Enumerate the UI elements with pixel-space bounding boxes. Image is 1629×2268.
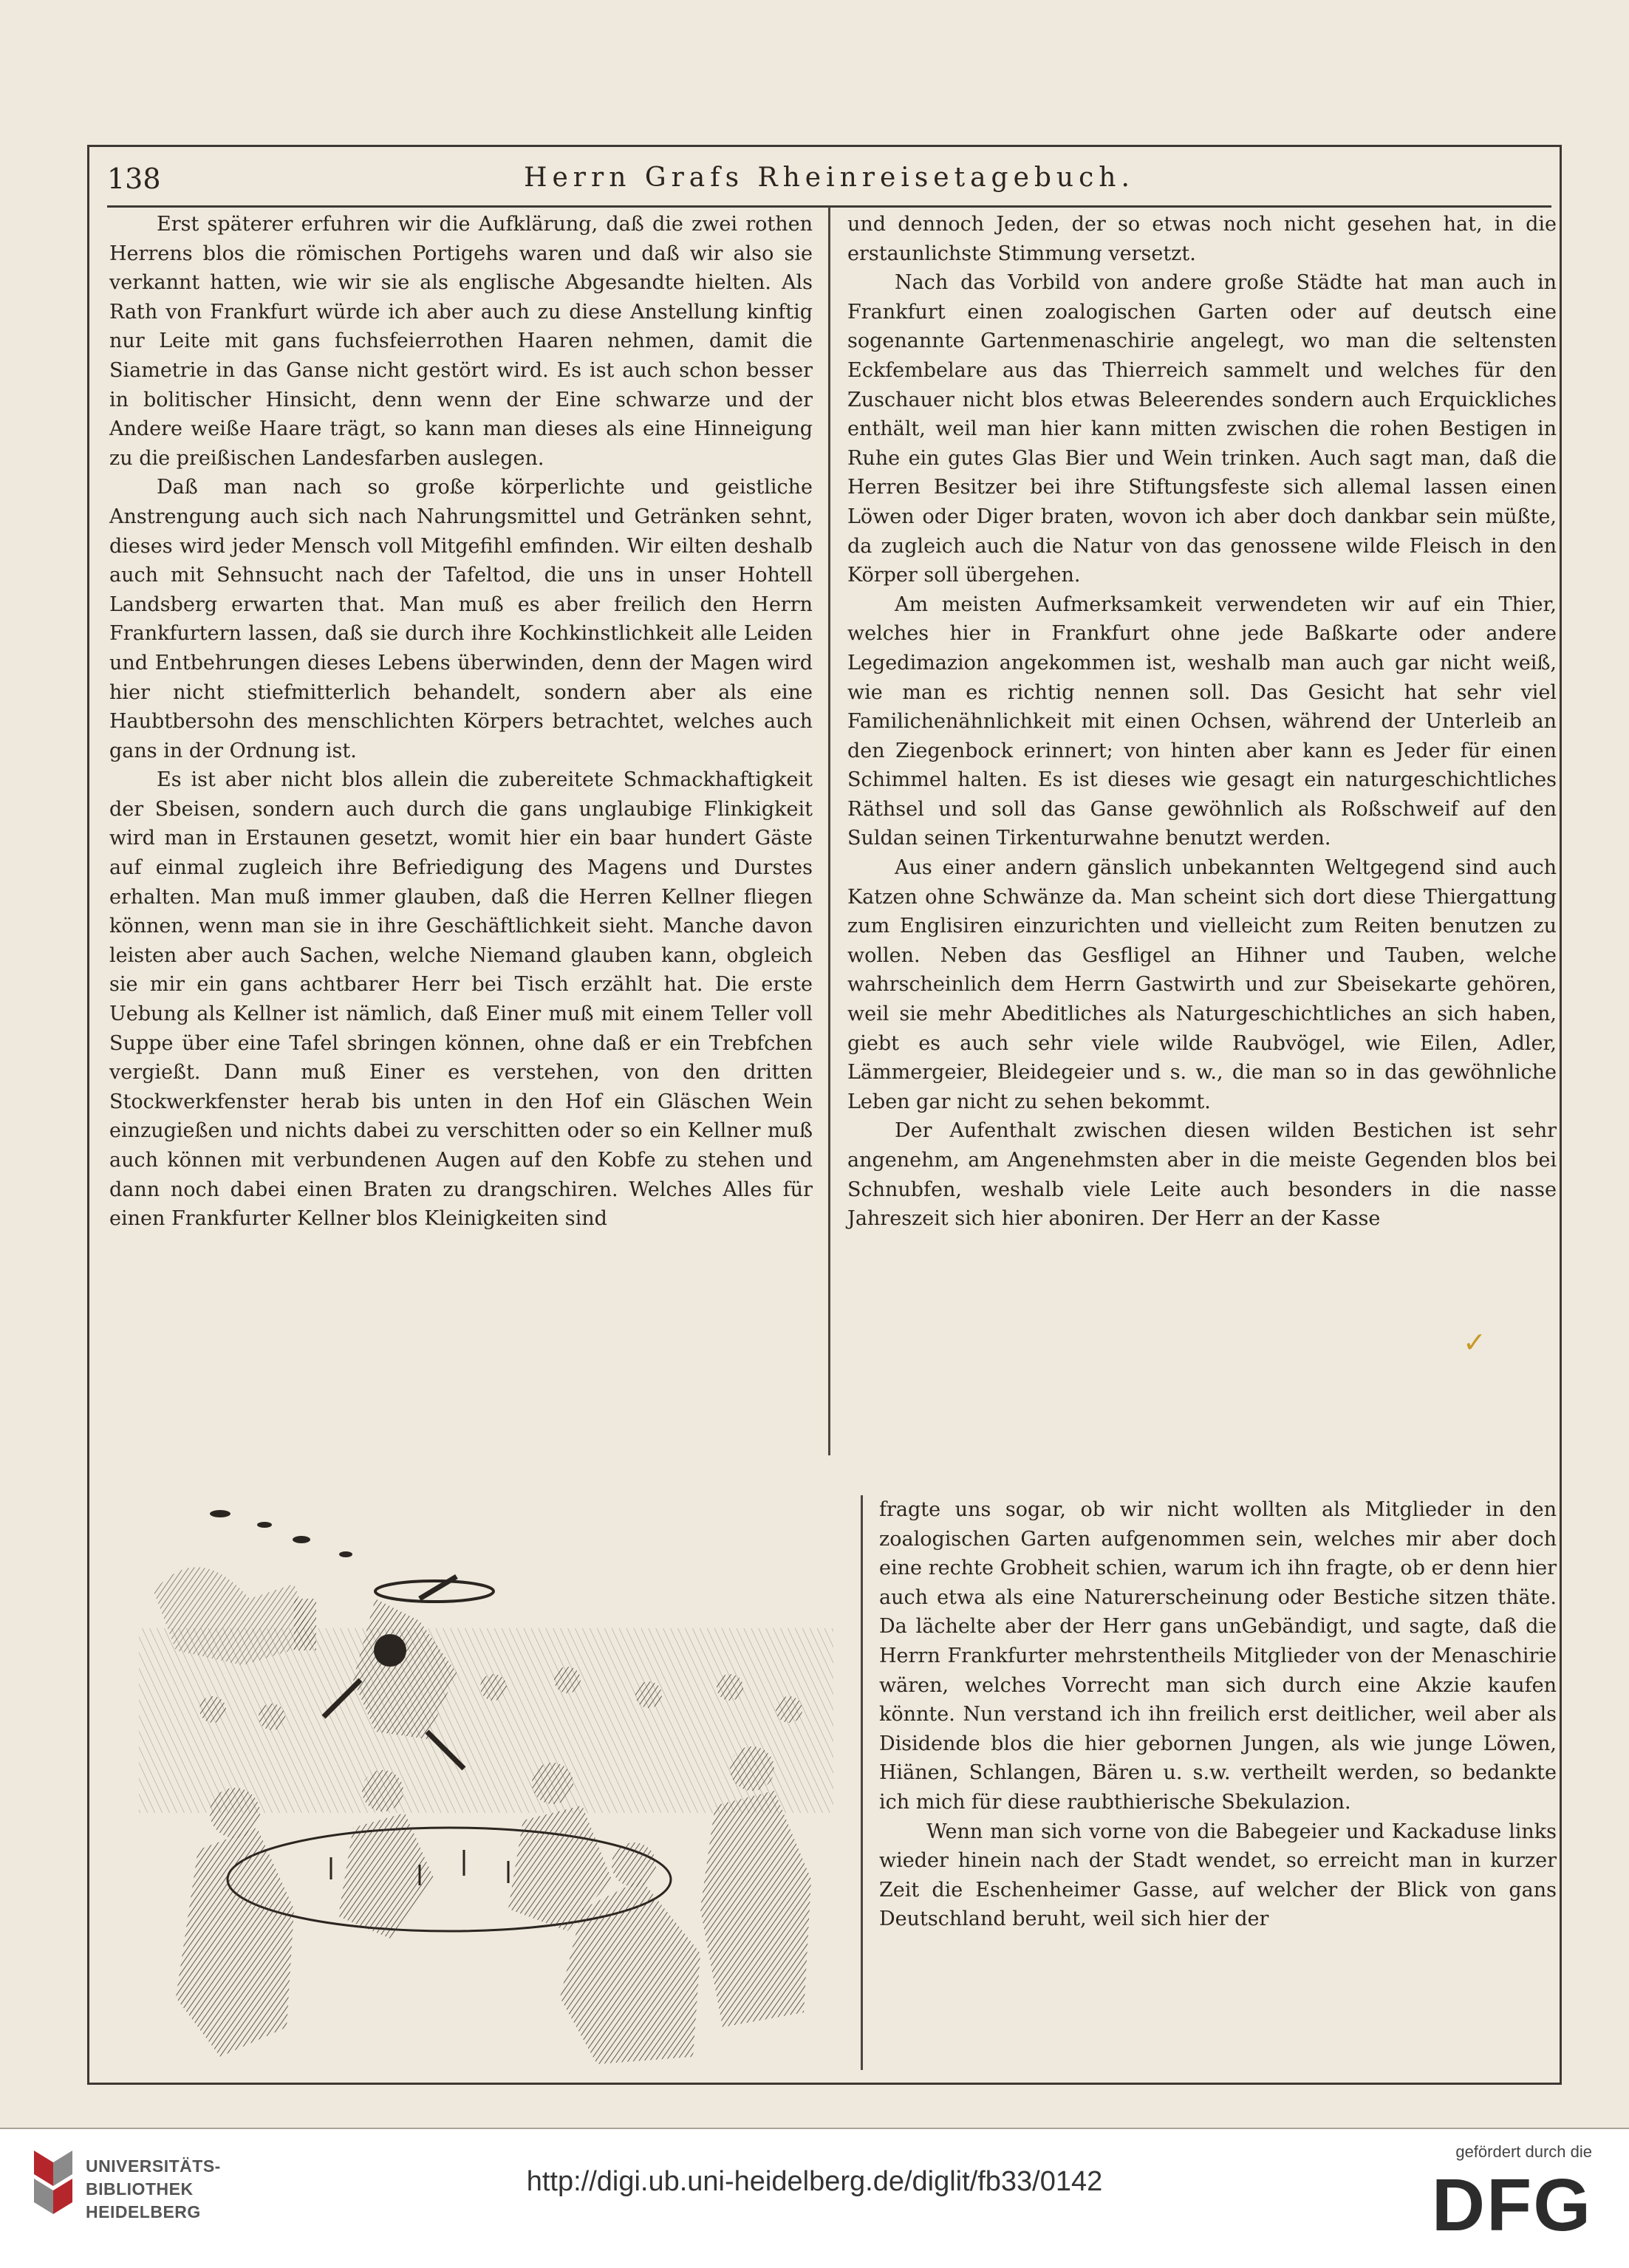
column-divider-lower [861, 1495, 863, 2070]
paragraph: Es ist aber nicht blos allein die zubereitete Schmackhaftigkeit der Sbeisen, sondern auch durch die gans unglaubige Flinkigkeit wird man in Erstaunen gesetzt, womit hier ein baar hundert Gäste auf einmal zugleich ihre Befriedigung des Magens und Durstes erhalten. Man muß immer glauben, daß die Herren Kellner fliegen können, wenn man sie in ihre Geschäftlichkeit sieht. Manche davon leisten aber auch Sachen, welche Niemand glauben kann, obgleich sie mir ein gans achtbarer Herr bei Tisch erzählt hat. Die erste Uebung als Kellner ist nämlich, daß Einer muß mit einem Teller voll Suppe über eine Tafel sbringen können, ohne daß er ein Trebfchen vergießt. Dann muß Einer es verstehen, von den dritten Stockwerkfenster herab bis unten in den Hof ein Gläschen Wein einzugießen und nichts dabei zu verschitten oder so ein Kellner muß auch können mit verbundenen Augen auf den Kobfe zu stehen und dann noch dabei einen Braten zu drangschiren. Welches Alles für einen Frankfurter Kellner blos Kleinigkeiten sind [109, 768, 813, 1231]
source-url-link[interactable]: http://digi.ub.uni-heidelberg.de/diglit/fb33/0142 [526, 2166, 1103, 2197]
restaurant-waiter-illustration [109, 1495, 851, 2071]
library-name-line: HEIDELBERG [86, 2202, 201, 2221]
right-column-continuation [879, 1495, 1557, 1934]
paragraph: und dennoch Jeden, der so etwas noch nicht gesehen hat, in die erstaunlichste Stimmung versetzt. [847, 213, 1557, 265]
paragraph: Erst späterer erfuhren wir die Aufklärung, daß die zwei rothen Herrens blos die römischen Portigehs waren und daß wir also sie verkannt hatten, wie wir sie als englische Abgesandte hielten. Als Rath von Frankfurt würde ich aber auch zu diese Anstellung kinftig nur Leite mit gans fuchsfeierrothen Haaren nehmen, damit die Siametrie in das Ganse nicht gestört wird. Es ist auch schon besser in bolitischer Hinsicht, denn wenn der Eine schwarze und der Andere weiße Haare trägt, so kann man dieses als eine Hinneigung zu die preißischen Landesfarben auslegen. [109, 213, 813, 470]
funder-text: gefördert durch die [1455, 2142, 1592, 2161]
paragraph: fragte uns sogar, ob wir nicht wollten als Mitglieder in den zoalogischen Garten aufgenommen sein, welches mir aber doch eine rechte Grobheit schien, warum ich ihn fragte, ob er denn hier auch etwa als eine Naturerscheinung oder Bestiche sitzen thäte. Da lächelte aber der Herr gans unGebändigt, und sagte, daß die Herrn Frankfurter mehrstentheils Mitglieder von der Menaschirie wären, welches Vorrecht man sich durch eine Akzie kaufen könnte. Nun verstand ich ihn freilich erst deitlicher, weil aber als Disidende blos die hier gebornen Jungen, als wie junge Löwen, Hiänen, Schlangen, Bären u. s.w. vertheilt werden, so bedankte ich mich für diese raubthierische Sbekulazion. [879, 1498, 1557, 1814]
library-name-line: BIBLIOTHEK [86, 2179, 194, 2199]
left-column [109, 210, 813, 1234]
paragraph: Am meisten Aufmerksamkeit verwendeten wir auf ein Thier, welches hier in Frankfurt ohne jede Baßkarte oder andere Legedimazion angekommen ist, weshalb man auch gar nicht weiß, wie man es richtig nennen soll. Das Gesicht hat sehr viel Familichenähnlichkeit mit einen Ochsen, während der Unterleib an den Ziegenbock erinnert; von hinten aber kann es Jeder für einen Schimmel halten. Es ist dieses wie gesagt ein naturgeschichtliches Räthsel und soll das Ganse gewöhnlich als Roßschweif auf den Suldan seinen Tirkenturwahne benutzt werden. [847, 592, 1557, 850]
column-divider [828, 207, 830, 1455]
page-number: 138 [107, 163, 161, 195]
pencil-checkmark-icon: ✓ [1463, 1326, 1486, 1359]
page-header [107, 161, 1551, 208]
paragraph: Aus einer andern gänslich unbekannten Weltgegend sind auch Katzen ohne Schwänze da. Man scheint sich dort diese Thiergattung zum Englisiren einzurichten und vielleicht zum Reiten benutzen zu wollen. Neben das Gesfligel an Hihner und Tauben, welche wahrscheinlich dem Herrn Gastwirth und zur Sbeisekarte gehören, weil sie mehr Abeditliches als Naturgeschichtliches an sich haben, giebt es auch sehr viele wilde Raubvögel, wie Eilen, Adler, Lämmergeier, Bleidegeier und s. w., die man so in das gewöhnliche Leben gar nicht zu sehen bekommt. [847, 856, 1557, 1113]
paragraph: Wenn man sich vorne von die Babegeier und Kackaduse links wieder hinein nach der Stadt wendet, so erreicht man in kurzer Zeit die Eschenheimer Gasse, auf welcher der Blick von gans Deutschland beruht, weil sich hier der [879, 1820, 1557, 1931]
right-column [847, 210, 1557, 1234]
paragraph: Nach das Vorbild von andere große Städte hat man auch in Frankfurt einen zoalogischen Garten oder auf deutsch eine sogenannte Gartenmenaschirie angelegt, wo man die seltensten Eckfembelare aus das Thierreich sammelt und welches für den Zuschauer nicht blos etwas Beleerendes sondern auch Erquickliches enthält, weil man hier kann mitten zwischen die rohen Bestigen in Ruhe ein gutes Glas Bier und Wein trinken. Auch sagt man, daß die Herren Besitzer bei ihre Stiftungsfeste sich allemal lassen einen Löwen oder Diger braten, wovon ich aber doch dankbar sein müßte, da zugleich auch die Natur von das genossene wilde Fleisch in den Körper soll übergehen. [847, 271, 1557, 587]
footer-divider [0, 2128, 1629, 2129]
paragraph: Der Aufenthalt zwischen diesen wilden Bestichen ist sehr angenehm, am Angenehmsten aber in die meiste Gegenden blos bei Schnubfen, weshalb viele Leite auch besonders in die nasse Jahreszeit sich hier aboniren. Der Herr an der Kasse [847, 1119, 1557, 1231]
dfg-logo: DFG [1431, 2164, 1592, 2247]
digitization-footer [0, 2128, 1629, 2268]
running-title: Herrn Grafs Rheinreisetagebuch. [524, 163, 1135, 193]
library-name-line: UNIVERSITÄTS- [86, 2156, 221, 2176]
paragraph: Daß man nach so große körperlichte und geistliche Anstrengung auch sich nach Nahrungsmittel und Getränken sehnt, dieses wird jeder Mensch voll Mitgefihl emfinden. Wir eilten deshalb auch mit Sehnsucht nach der Tafeltod, die uns in unser Hohtell Landsberg erwarten that. Man muß es aber freilich den Herrn Frankfurtern lassen, daß sie durch ihre Kochkinstlichkeit alle Leiden und Entbehrungen dieses Lebens überwinden, denn der Magen wird hier nicht stiefmitterlich behandelt, sondern aber als eine Haubtbersohn des menschlichten Körpers betrachtet, welches auch gans in der Ordnung ist. [109, 476, 813, 762]
